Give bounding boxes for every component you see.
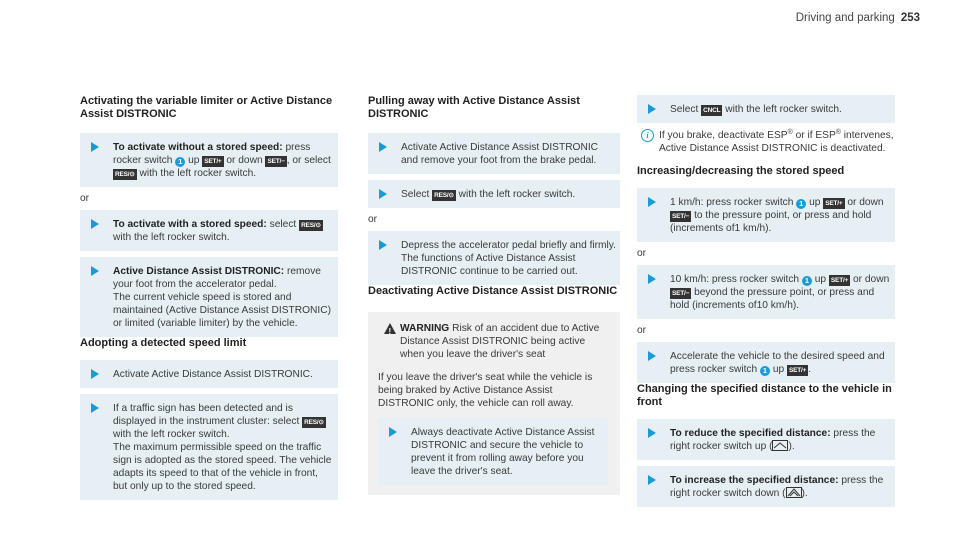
- info-note: i If you brake, deactivate ESP® or if ESP® intervenes, Active Distance Assist DISTRONIC is deactivated.: [637, 129, 895, 155]
- column-1: [80, 95, 338, 500]
- or-text: or: [637, 325, 647, 336]
- set-plus-key-icon: SET/+: [830, 277, 849, 284]
- column-2: [368, 95, 620, 495]
- step-arrow-icon: [648, 274, 656, 284]
- set-plus-key-icon: SET/+: [825, 200, 843, 207]
- warning-box: [368, 312, 620, 495]
- step-item: Always deactivate Active Distance Assist DISTRONIC and secure the vehicle to prevent it from rolling away before you leave the driver's seat.: [378, 418, 608, 485]
- warning-body: If you leave the driver's seat while the vehicle is being braked by Active Distance Assist DISTRONIC only, the vehicle can roll away.: [378, 372, 593, 409]
- step-item: Select RES/⊙ with the left rocker switch.: [368, 180, 620, 208]
- distance-increase-icon: [786, 487, 802, 498]
- page-number: 253: [900, 12, 920, 24]
- res-key-icon: RES/⊙: [301, 222, 321, 229]
- step-item: Activate Active Distance Assist DISTRONIC and remove your foot from the brake pedal.: [368, 133, 620, 174]
- set-minus-key-icon: SET/−: [672, 290, 690, 297]
- step-item: To reduce the specified distance: press the right rocker switch up ( ).: [637, 419, 895, 460]
- step-item: 10 km/h: press rocker switch 1 up SET/+ or down SET/− beyond the pressure point, or press and hold (increments of10 km/h).: [637, 265, 895, 319]
- subsection-title: Changing the specified distance to the vehicle in front: [637, 383, 892, 408]
- step-arrow-icon: [648, 197, 656, 207]
- set-minus-key-icon: SET/−: [672, 213, 690, 220]
- subsection-title: Deactivating Active Distance Assist DISTRONIC: [368, 285, 618, 297]
- or-text: or: [80, 193, 90, 204]
- distance-reduce-icon: [772, 440, 788, 451]
- section-title: Activating the variable limiter or Active Distance Assist DISTRONIC: [80, 95, 333, 120]
- step-item: To activate with a stored speed: select RES/⊙ with the left rocker switch.: [80, 210, 338, 251]
- step-arrow-icon: [379, 240, 387, 250]
- step-arrow-icon: [389, 427, 397, 437]
- set-plus-key-icon: SET/+: [204, 158, 222, 165]
- cncl-key-icon: CNCL: [703, 107, 721, 114]
- step-item: Accelerate the vehicle to the desired speed and press rocker switch 1 up SET/+ .: [637, 342, 895, 383]
- step-arrow-icon: [379, 189, 387, 199]
- warning-triangle-icon: [384, 323, 396, 334]
- callout-1-icon: 1: [760, 366, 770, 376]
- step-arrow-icon: [648, 428, 656, 438]
- step-arrow-icon: [648, 104, 656, 114]
- step-arrow-icon: [91, 219, 99, 229]
- step-item: Active Distance Assist DISTRONIC: remove your foot from the accelerator pedal. The current vehicle speed is stored and maintained (Active Distance Assist DISTRONIC) or limited (variable limiter) by the vehicle.: [80, 257, 338, 337]
- step-item: If a traffic sign has been detected and is displayed in the instrument cluster: select RES/⊙ with the left rocker switch. The maximum permissible speed on the traffic sign is adopted as the stored speed. The vehicle adapts its speed to that of the vehicle in front, but only up to the stored speed.: [80, 394, 338, 500]
- step-item: Depress the accelerator pedal briefly and firmly. The functions of Active Distance Assist DISTRONIC continue to be carried out.: [368, 231, 620, 285]
- set-minus-key-icon: SET/−: [267, 158, 285, 165]
- step-arrow-icon: [648, 351, 656, 361]
- column-3: [637, 95, 895, 507]
- step-item: To increase the specified distance: press the right rocker switch down ( ).: [637, 466, 895, 507]
- callout-1-icon: 1: [175, 157, 185, 167]
- or-text: or: [637, 248, 647, 259]
- subsection-title: Increasing/decreasing the stored speed: [637, 165, 845, 177]
- step-arrow-icon: [91, 266, 99, 276]
- section-title: Pulling away with Active Distance Assist DISTRONIC: [368, 95, 580, 120]
- warning-header: ! WARNING Risk of an accident due to Active Distance Assist DISTRONIC being active when you leave the driver's seat: [378, 322, 608, 361]
- or-text: or: [368, 214, 378, 225]
- step-item: Activate Active Distance Assist DISTRONIC.: [80, 360, 338, 388]
- step-arrow-icon: [91, 142, 99, 152]
- step-arrow-icon: [648, 475, 656, 485]
- res-key-icon: RES/⊙: [434, 192, 454, 199]
- callout-1-icon: 1: [802, 276, 812, 286]
- info-icon: i: [641, 129, 654, 142]
- step-arrow-icon: [91, 369, 99, 379]
- step-item: To activate without a stored speed: press rocker switch 1 up SET/+ or down SET/− , or select RES/⊙ with the left rocker switch.: [80, 133, 338, 187]
- res-key-icon: RES/⊙: [304, 419, 324, 426]
- step-arrow-icon: [91, 403, 99, 413]
- res-key-icon: RES/⊙: [115, 171, 135, 178]
- callout-1-icon: 1: [796, 199, 806, 209]
- subsection-title: Adopting a detected speed limit: [80, 337, 247, 349]
- step-item: Select CNCL with the left rocker switch.: [637, 95, 895, 123]
- step-arrow-icon: [379, 142, 387, 152]
- set-plus-key-icon: SET/+: [789, 367, 807, 374]
- step-item: 1 km/h: press rocker switch 1 up SET/+ or down SET/− to the pressure point, or press and hold (increments of1 km/h).: [637, 188, 895, 242]
- section-name: Driving and parking: [795, 12, 895, 24]
- page-header: [796, 12, 920, 24]
